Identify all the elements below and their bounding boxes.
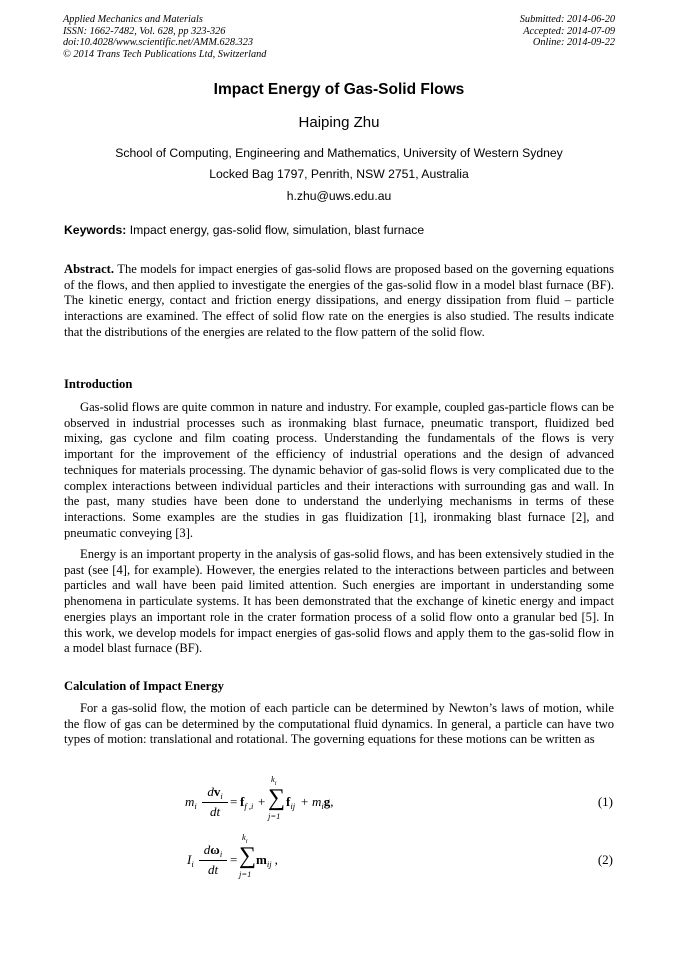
eq2-sum-upper: $k_i$ xyxy=(242,832,248,845)
abstract xyxy=(64,262,614,341)
eq1-term-contact-force: $f_{ij}$ xyxy=(286,794,296,811)
keywords-label: Keywords: xyxy=(64,223,127,237)
intro-paragraph-1: Gas-solid flows are quite common in nature and industry. For example, coupled gas-particle flows can be observed in industrial processes such as ironmaking blast furnace, pneumatic transport, fluidized bed mixing, gas cyclone and film coating process. Understanding the fundamentals of the flows is very important for the improvement of the efficiency of industrial operations and the design of advanced techniques for materials processing. The dynamic behavior of gas-solid flows is very complicated due to the complex interactions between individual particles and their interactions with surrounding gas and wall. In the past, many studies have been done to understand the underlying mechanisms in terms of these interactions. Some examples are the studies in gas fluidization [1], ironmaking blast furnace [2], and pneumatic conveying [3]. xyxy=(64,400,614,540)
submitted-date: Submitted: 2014-06-20 xyxy=(519,14,615,25)
eq2-fraction: $d\omega_i$ dt xyxy=(199,842,227,877)
equation-2 xyxy=(0,833,678,893)
author-email[interactable]: h.zhu@uws.edu.au xyxy=(286,189,392,203)
author-name: Haiping Zhu xyxy=(298,114,380,131)
affiliation-school: School of Computing, Engineering and Mathematics, University of Western Sydney xyxy=(115,146,563,160)
eq1-plus-2: + xyxy=(301,794,309,809)
online-date: Online: 2014-09-22 xyxy=(532,37,615,49)
equation-2-number: (2) xyxy=(597,852,613,867)
journal-info xyxy=(63,14,266,60)
eq2-term-torque: $m_{ij}$ , xyxy=(256,852,278,869)
eq1-sum-upper: $k_i$ xyxy=(271,774,277,787)
paper-title: Impact Energy of Gas-Solid Flows xyxy=(213,81,465,98)
equation-1-number: (1) xyxy=(597,794,613,809)
affiliation-address: Locked Bag 1797, Penrith, NSW 2751, Australia xyxy=(209,167,469,181)
eq1-term-fluid-force: $f_{f ,i}$ xyxy=(240,794,254,811)
eq2-sum-icon: ∑ xyxy=(239,843,257,869)
eq2-equals: = xyxy=(230,852,238,867)
introduction-heading: Introduction xyxy=(64,377,133,391)
eq2-sum-lower: j=1 xyxy=(239,869,252,879)
journal-name: Applied Mechanics and Materials xyxy=(63,14,203,25)
intro-paragraph-2: Energy is an important property in the analysis of gas-solid flows, and has been extensively studied in the past (see [4], for example). However, the energies related to the interactions between particles and between particles and wall have been paid limited attention. Such energies are important in understanding some phenomena in particulate systems. It has been demonstrated that the exchange of kinetic energy and impact energies plays an important role in the crater formation process of a solid flow onto a granular bed [5]. In this work, we develop models for impact energies of gas-solid flows and apply them to the gas-solid flow in a model blast furnace (BF). xyxy=(64,547,614,656)
accepted-date: Accepted: 2014-07-09 xyxy=(523,25,615,37)
eq1-plus-1: + xyxy=(258,794,266,809)
issn-line: ISSN: 1662-7482, Vol. 628, pp 323-326 xyxy=(63,25,226,37)
doi-line: doi:10.4028/www.scientific.net/AMM.628.323 xyxy=(63,37,253,49)
calculation-paragraph: For a gas-solid flow, the motion of each particle can be determined by Newton’s laws of motion, while the flow of gas can be determined by the computational fluid dynamics. In general, a particle can have two types of motion: translational and rotational. The governing equations for these motions can be written as xyxy=(64,701,614,747)
abstract-label: Abstract. xyxy=(64,262,115,276)
keywords-text: Impact energy, gas-solid flow, simulation, blast furnace xyxy=(126,223,425,237)
copyright-line: © 2014 Trans Tech Publications Ltd, Switzerland xyxy=(63,48,267,60)
eq2-lhs: $I_i$ xyxy=(187,852,194,869)
equation-1 xyxy=(0,772,678,832)
eq1-equals: = xyxy=(230,794,238,809)
eq1-fraction: $dv_i$ dt xyxy=(202,784,228,819)
abstract-text: The models for impact energies of gas-solid flows are proposed based on the governing equations of the flows, and then applied to investigate the energies of the gas-solid flow in a model blast furnace (BF). The kinetic energy, contact and friction energy dissipations, and energy dissipation from fluid – particle interactions are examined. The effect of solid flow rate on the energies is also studied. The results indicate that the distributions of the energies are related to the flow pattern of the solid flow. xyxy=(64,262,614,339)
keywords xyxy=(64,223,424,237)
eq1-lhs: $m_i$ xyxy=(185,794,197,811)
eq1-sum-icon: ∑ xyxy=(268,785,286,811)
calculation-heading: Calculation of Impact Energy xyxy=(64,679,224,693)
eq1-sum-lower: j=1 xyxy=(268,811,281,821)
eq1-term-gravity: $m_ig$, xyxy=(312,794,334,811)
publication-dates xyxy=(520,14,615,49)
